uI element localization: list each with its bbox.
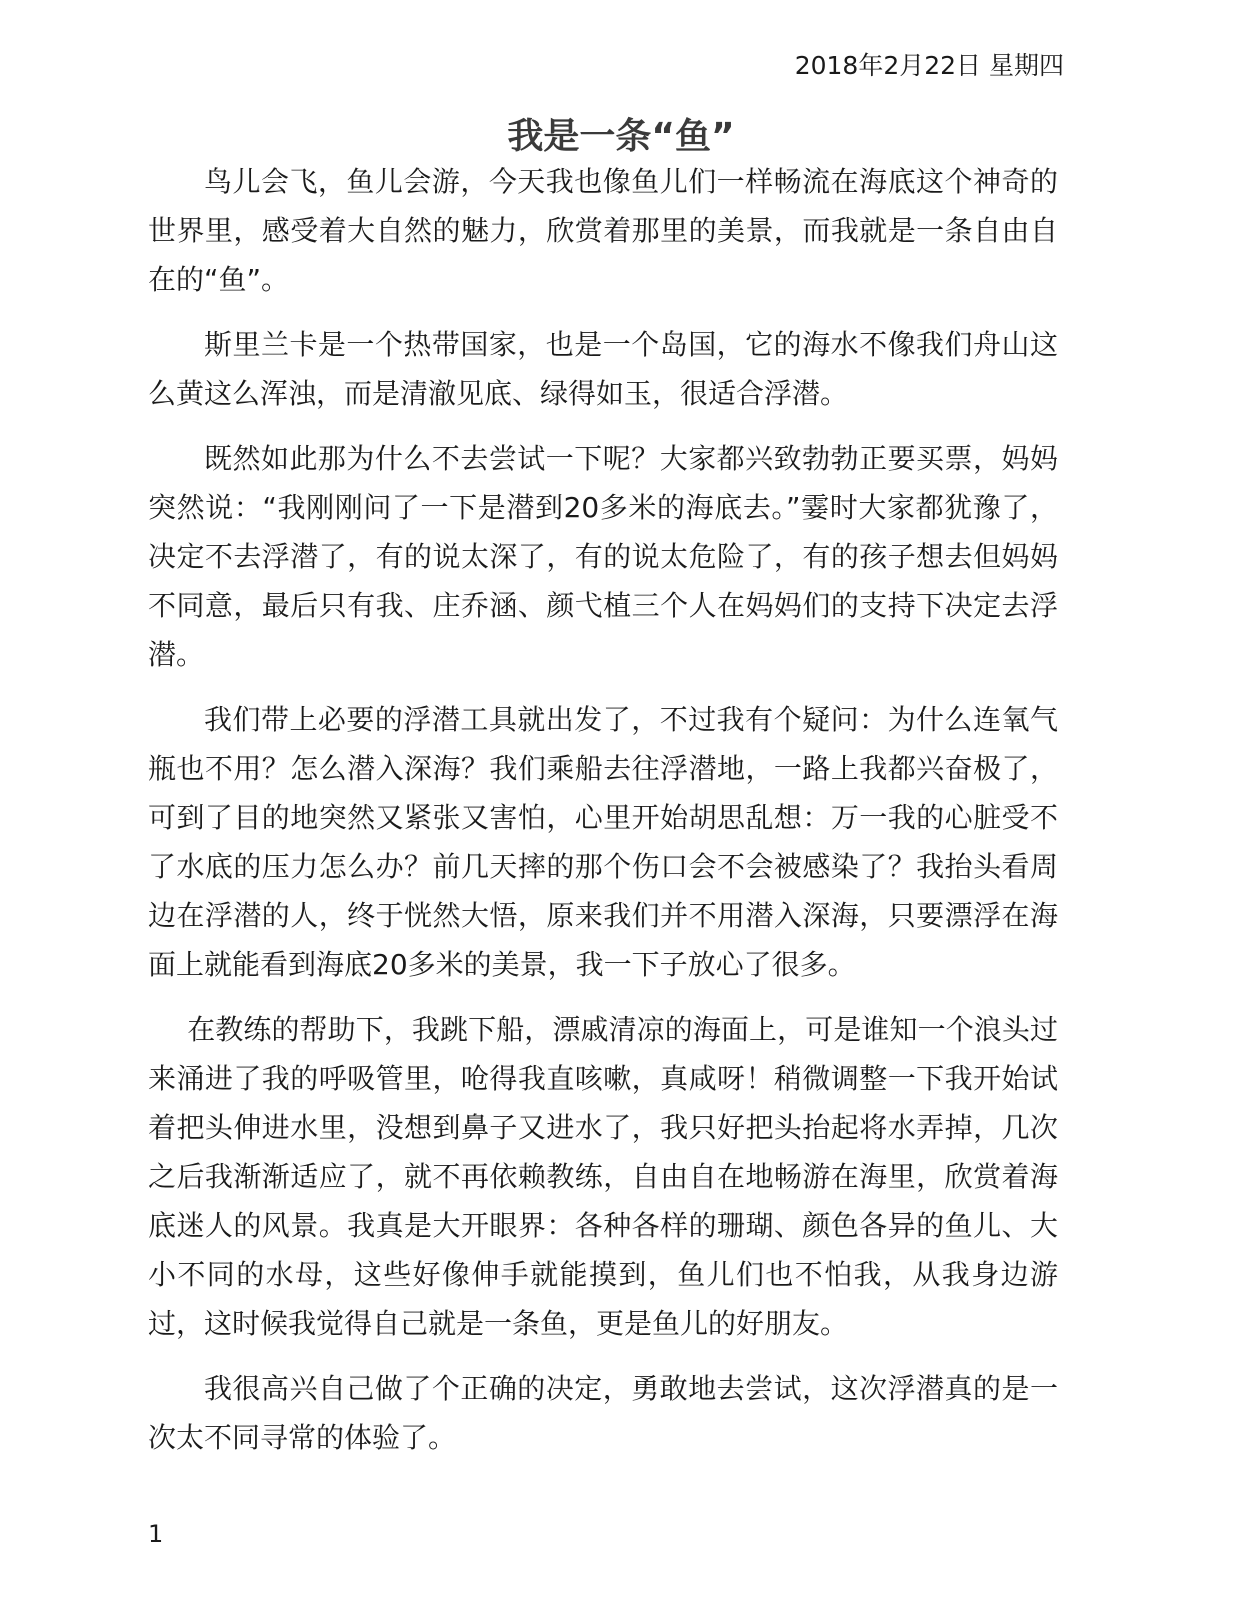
paragraph-1: 鸟儿会飞，鱼儿会游，今天我也像鱼儿们一样畅流在海底这个神奇的世界里，感受着大自然的魅力，欣赏着那里的美景，而我就是一条自由自在的“鱼”。 (148, 165, 1058, 296)
document-body (148, 157, 1058, 1478)
paragraph-3: 既然如此那为什么不去尝试一下呢？大家都兴致勃勃正要买票，妈妈突然说：“我刚刚问了一下是潜到20多米的海底去。”霎时大家都犹豫了，决定不去浮潜了，有的说太深了，有的说太危险了，有的孩子想去但妈妈不同意，最后只有我、庄乔涵、颜弋植三个人在妈妈们的支持下决定去浮潜。 (148, 442, 1058, 671)
paragraph-2: 斯里兰卡是一个热带国家，也是一个岛国，它的海水不像我们舟山这么黄这么浑浊，而是清澈见底、绿得如玉，很适合浮潜。 (148, 328, 1058, 410)
document-date: 2018年2月22日 星期四 (794, 51, 1064, 80)
document-title: 我是一条“鱼” (507, 116, 735, 158)
page-number: 1 (148, 1520, 164, 1548)
paragraph-5: 在教练的帮助下，我跳下船，漂戚清凉的海面上，可是谁知一个浪头过来涌进了我的呼吸管里，呛得我直咳嗽，真咸呀！稍微调整一下我开始试着把头伸进水里，没想到鼻子又进水了，我只好把头抬起将水弄掉，几次之后我渐渐适应了，就不再依赖教练，自由自在地畅游在海里，欣赏着海底迷人的风景。我真是大开眼界：各种各样的珊瑚、颜色各异的鱼儿、大小不同的水母，这些好像伸手就能摸到，鱼儿们也不怕我，从我身边游过，这时候我觉得自己就是一条鱼，更是鱼儿的好朋友。 (148, 1013, 1058, 1340)
paragraph-6: 我很高兴自己做了个正确的决定，勇敢地去尝试，这次浮潜真的是一次太不同寻常的体验了。 (148, 1372, 1058, 1454)
paragraph-4: 我们带上必要的浮潜工具就出发了，不过我有个疑问：为什么连氧气瓶也不用？怎么潜入深海？我们乘船去往浮潜地，一路上我都兴奋极了，可到了目的地突然又紧张又害怕，心里开始胡思乱想：万一我的心脏受不了水底的压力怎么办？前几天摔的那个伤口会不会被感染了？我抬头看周边在浮潜的人，终于恍然大悟，原来我们并不用潜入深海，只要漂浮在海面上就能看到海底20多米的美景，我一下子放心了很多。 (148, 703, 1058, 981)
